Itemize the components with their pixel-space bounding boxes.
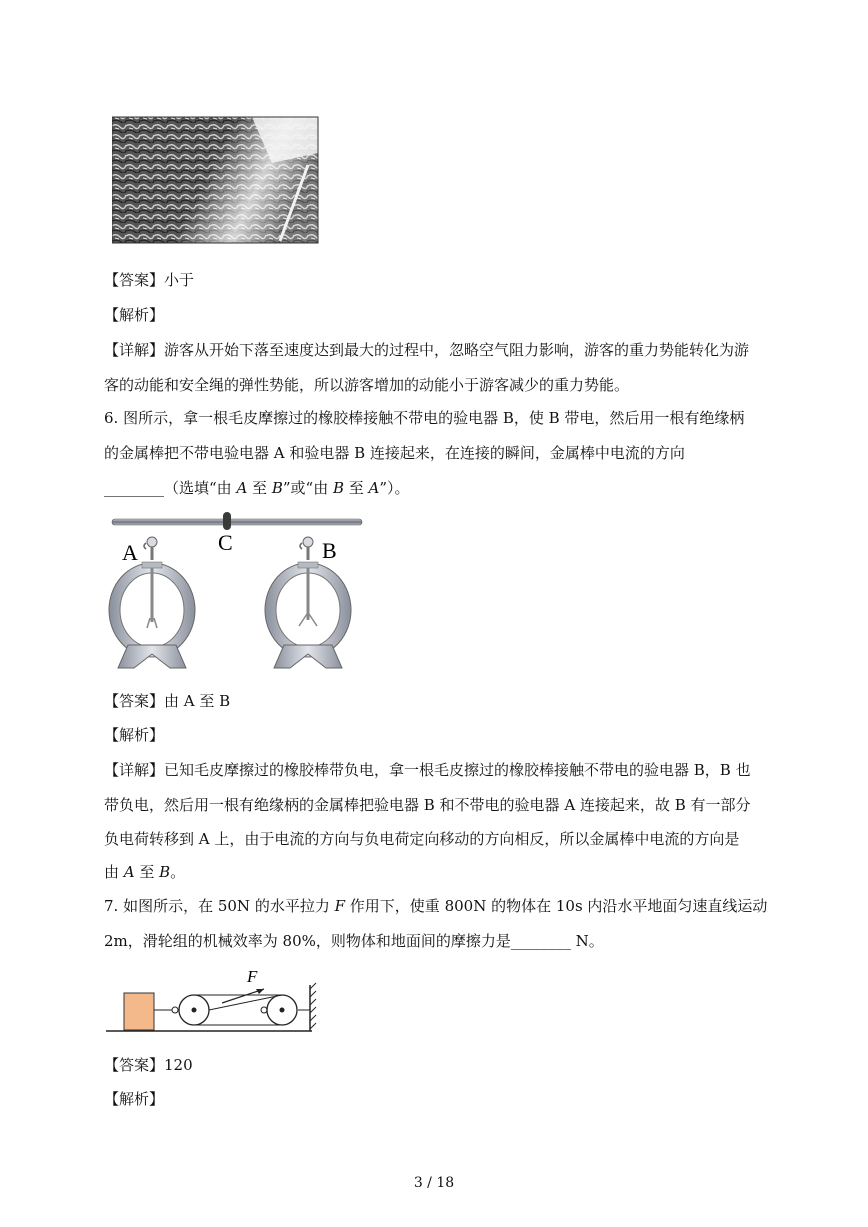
q7-analysis-label: 【解析】 [104,1090,165,1108]
q6-text: 至 [247,479,272,497]
q7-question-line1 [104,896,767,916]
q6-detail-line4 [104,862,185,882]
page-number: 3 / 18 [413,1175,455,1191]
q6-detail-line3: 负电荷转移到 A 上，由于电流的方向与负电荷定向移动的方向相反，所以金属棒中电流的方向是 [104,830,740,848]
answer-blank: ________ [104,479,164,497]
detail-text: 已知毛皮摩擦过的橡胶棒带负电，拿一根毛皮擦过的橡胶棒接触不带电的验电器 B，B 也 [164,761,751,779]
q6-detail-line2: 带负电，然后用一根有绝缘柄的金属棒把验电器 B 和不带电的验电器 A 连接起来，故 B 有一部分 [104,796,751,814]
q6-text: （选填“由 [164,479,237,497]
answer-value: 由 A 至 B [164,692,231,710]
block [124,993,154,1030]
q5-analysis-label: 【解析】 [104,306,165,324]
q6-detail-text: 由 [104,863,124,881]
q6-analysis-label: 【解析】 [104,726,165,744]
electroscope-figure [100,510,370,675]
answer-value: 小于 [164,271,195,289]
q7-text: F [334,897,346,915]
answer-blank: ________ [510,932,571,950]
label-a: A [122,540,138,565]
q7-text: 作用下，使重 800N 的物体在 10s 内沿水平地面匀速直线运动 [345,897,768,915]
q6-text: A [236,479,248,497]
q6-text: B [332,479,344,497]
detail-text: 游客从开始下落至速度达到最大的过程中，忽略空气阻力影响，游客的重力势能转化为游 [164,341,750,359]
q6-detail-line1 [104,760,751,780]
detail-label: 【详解】 [104,761,165,779]
q6-text: ”）。 [379,479,410,497]
q5-answer [104,270,194,290]
q6-detail-text: 至 [134,863,160,881]
q6-question-line3 [104,478,410,498]
q5-detail-line2: 客的动能和安全绳的弹性势能，所以游客增加的动能小于游客减少的重力势能。 [104,376,630,394]
q5-detail-line1 [104,340,749,360]
rock-photo [112,113,320,244]
electroscope-b [265,537,351,668]
q7-question-line2 [104,931,604,951]
answer-value: 120 [164,1056,193,1074]
label-b: B [322,538,337,563]
q6-detail-text: A [123,863,135,881]
q7-answer [104,1055,193,1075]
q6-question-line2: 的金属棒把不带电验电器 A 和验电器 B 连接起来，在连接的瞬间，金属棒中电流的方向 [104,444,685,462]
q6-text: A [368,479,380,497]
answer-label: 【答案】 [104,1056,165,1074]
q6-question-line1: 6. 图所示，拿一根毛皮摩擦过的橡胶棒接触不带电的验电器 B，使 B 带电，然后用一根有绝缘柄 [104,409,745,427]
q7-text: 2m，滑轮组的机械效率为 80%，则物体和地面间的摩擦力是 [104,932,511,950]
label-c: C [218,530,233,555]
q6-text: B [271,479,283,497]
q7-text: 7. 如图所示，在 50N 的水平拉力 [104,897,335,915]
q6-detail-text: B [159,863,171,881]
q6-detail-text: 。 [170,863,186,881]
answer-label: 【答案】 [104,271,165,289]
pulley-figure [102,965,322,1037]
q6-answer [104,691,230,711]
force-label: F [247,967,258,986]
q6-text: ”或“由 [282,479,333,497]
q6-text: 至 [344,479,369,497]
q7-text: N。 [570,932,604,950]
answer-label: 【答案】 [104,692,165,710]
detail-label: 【详解】 [104,341,165,359]
